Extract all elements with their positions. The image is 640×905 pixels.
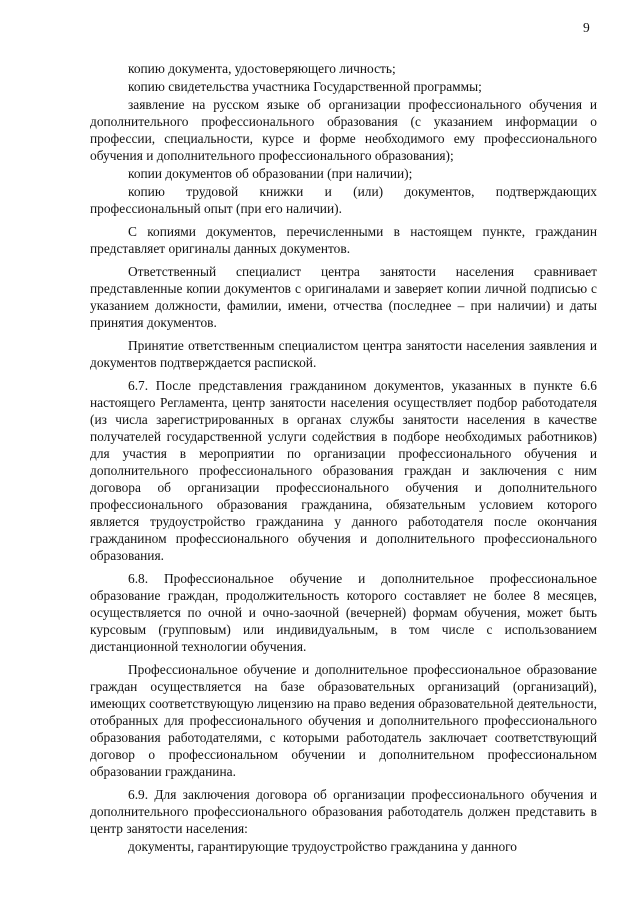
paragraph-guarantee-documents: документы, гарантирующие трудоустройство гражданина у данного xyxy=(128,839,517,854)
page-number: 9 xyxy=(583,20,590,35)
paragraph-work-record: копию трудовой книжки и (или) документов, подтверждающих профессиональный опыт (при его наличии). xyxy=(90,184,597,216)
document-body xyxy=(90,60,597,855)
paragraph-id-document: копию документа, удостоверяющего личность; xyxy=(128,61,396,76)
paragraph-6-8: 6.8. Профессиональное обучение и дополнительное профессиональное образование граждан, продолжительность которого составляет не более 8 месяцев, осуществляется по очной и очно-заочной (вечерней) формам обучения, может быть курсовым (групповым) или индивидуальным, в том числе с использованием дистанционной технологии обучения. xyxy=(90,571,597,654)
paragraph-specialist-verification: Ответственный специалист центра занятости населения сравнивает представленные копии документов с оригиналами и заверяет копии личной подписью с указанием должности, фамилии, имени, отчества (последнее – при наличии) и даты принятия документов. xyxy=(90,264,597,330)
paragraph-6-7: 6.7. После представления гражданином документов, указанных в пункте 6.6 настоящего Регламента, центр занятости населения осуществляет подбор работодателя (из числа зарегистрированных в органах службы занятости населения в качестве получателей государственной услуги содействия в подборе необходимых работников) для участия в мероприятии по организации профессионального обучения и дополнительного профессионального образования граждан и заключения с ним договора об организации профессионального обучения и дополнительного профессионального образования гражданина, обязательным условием которого является трудоустройство гражданина у данного работодателя после окончания гражданином профессионального обучения и дополнительного профессионального образования. xyxy=(90,378,597,563)
paragraph-training-base: Профессиональное обучение и дополнительное профессиональное образование граждан осуществляется на базе образовательных организаций (организаций), имеющих соответствующую лицензию на право ведения образовательной деятельности, отобранных для профессионального обучения и дополнительного профессионального образования работодателями, с которыми работодатель заключает соответствующий договор о профессиональном обучении и дополнительном профессиональном образовании гражданина. xyxy=(90,662,597,779)
paragraph-education-documents: копии документов об образовании (при наличии); xyxy=(128,166,413,181)
paragraph-application: заявление на русском языке об организации профессионального обучения и дополнительного профессионального образования (с указанием информации о профессии, специальности, курсе и форме необходимого ему профессионального обучения и дополнительного профессионального образования); xyxy=(90,97,597,163)
paragraph-6-9: 6.9. Для заключения договора об организации профессионального обучения и дополнительного профессионального образования работодатель должен представить в центр занятости населения: xyxy=(90,787,597,836)
paragraph-originals: С копиями документов, перечисленными в настоящем пункте, гражданин представляет оригиналы данных документов. xyxy=(90,224,597,256)
paragraph-receipt: Принятие ответственным специалистом центра занятости населения заявления и документов подтверждается распиской. xyxy=(90,338,597,370)
paragraph-participant-certificate: копию свидетельства участника Государственной программы; xyxy=(128,79,482,94)
